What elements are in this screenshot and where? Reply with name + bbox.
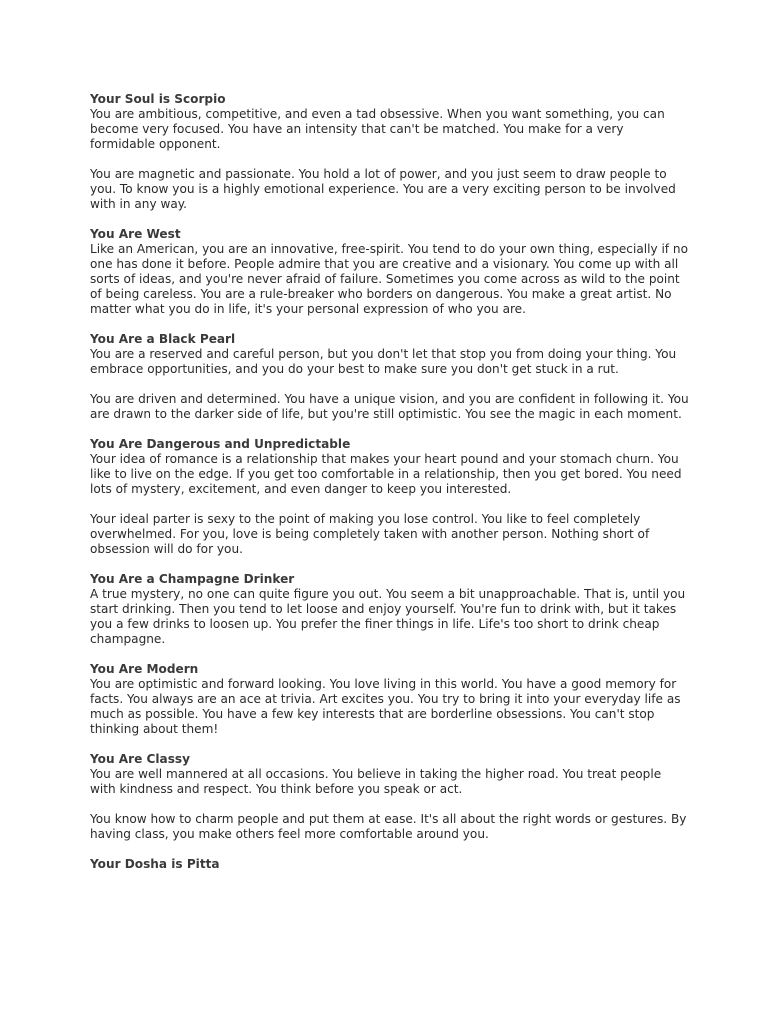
- section-paragraph: You are a reserved and careful person, but you don't let that stop you from doing your thing. You embrace opportunities, and you do your best to make sure you don't get stuck in a rut.: [90, 347, 677, 376]
- section-paragraph: Your ideal parter is sexy to the point of making you lose control. You like to feel completely overwhelmed. For you, love is being completely taken with another person. Nothing short of obsession will do for you.: [90, 512, 650, 556]
- section-paragraph: You know how to charm people and put them at ease. It's all about the right words or gestures. By having class, you make others feel more comfortable around you.: [90, 812, 687, 841]
- section-heading: Your Soul is Scorpio: [90, 92, 226, 106]
- section-heading: You Are Modern: [90, 662, 199, 676]
- section-heading: You Are Classy: [90, 752, 190, 766]
- section-modern: [90, 662, 690, 737]
- section-heading: You Are a Black Pearl: [90, 332, 236, 346]
- section-dangerous: [90, 437, 690, 557]
- section-paragraph: Like an American, you are an innovative, free-spirit. You tend to do your own thing, especially if no one has done it before. People admire that you are creative and a visionary. You come up with all sorts of ideas, and you're never afraid of failure. Sometimes you come across as wild to the point of being careless. You are a rule-breaker who borders on dangerous. You make a great artist. No matter what you do in life, it's your personal expression of who you are.: [90, 242, 688, 316]
- section-heading: You Are Dangerous and Unpredictable: [90, 437, 351, 451]
- section-black-pearl: [90, 332, 690, 422]
- section-paragraph: You are magnetic and passionate. You hold a lot of power, and you just seem to draw people to you. To know you is a highly emotional experience. You are a very exciting person to be involved with in any way.: [90, 167, 676, 211]
- section-paragraph: You are driven and determined. You have a unique vision, and you are confident in following it. You are drawn to the darker side of life, but you're still optimistic. You see the magic in each moment.: [90, 392, 689, 421]
- section-west: [90, 227, 690, 317]
- section-scorpio: [90, 92, 690, 212]
- section-paragraph: You are optimistic and forward looking. You love living in this world. You have a good memory for facts. You always are an ace at trivia. Art excites you. You try to bring it into your everyday life as much as possible. You have a few key interests that are borderline obsessions. You can't stop thinking about them!: [90, 677, 681, 736]
- document-page: [90, 92, 690, 872]
- section-champagne: [90, 572, 690, 647]
- section-classy: [90, 752, 690, 842]
- section-heading: You Are a Champagne Drinker: [90, 572, 295, 586]
- section-heading: You Are West: [90, 227, 181, 241]
- section-paragraph: Your idea of romance is a relationship that makes your heart pound and your stomach churn. You like to live on the edge. If you get too comfortable in a relationship, then you get bored. You need lots of mystery, excitement, and even danger to keep you interested.: [90, 452, 682, 496]
- section-paragraph: You are ambitious, competitive, and even a tad obsessive. When you want something, you can become very focused. You have an intensity that can't be matched. You make for a very formidable opponent.: [90, 107, 665, 151]
- section-dosha: [90, 857, 690, 872]
- section-paragraph: You are well mannered at all occasions. You believe in taking the higher road. You treat people with kindness and respect. You think before you speak or act.: [90, 767, 662, 796]
- section-paragraph: A true mystery, no one can quite figure you out. You seem a bit unapproachable. That is, until you start drinking. Then you tend to let loose and enjoy yourself. You're fun to drink with, but it takes you a few drinks to loosen up. You prefer the finer things in life. Life's too short to drink cheap champagne.: [90, 587, 686, 646]
- section-heading: Your Dosha is Pitta: [90, 857, 220, 871]
